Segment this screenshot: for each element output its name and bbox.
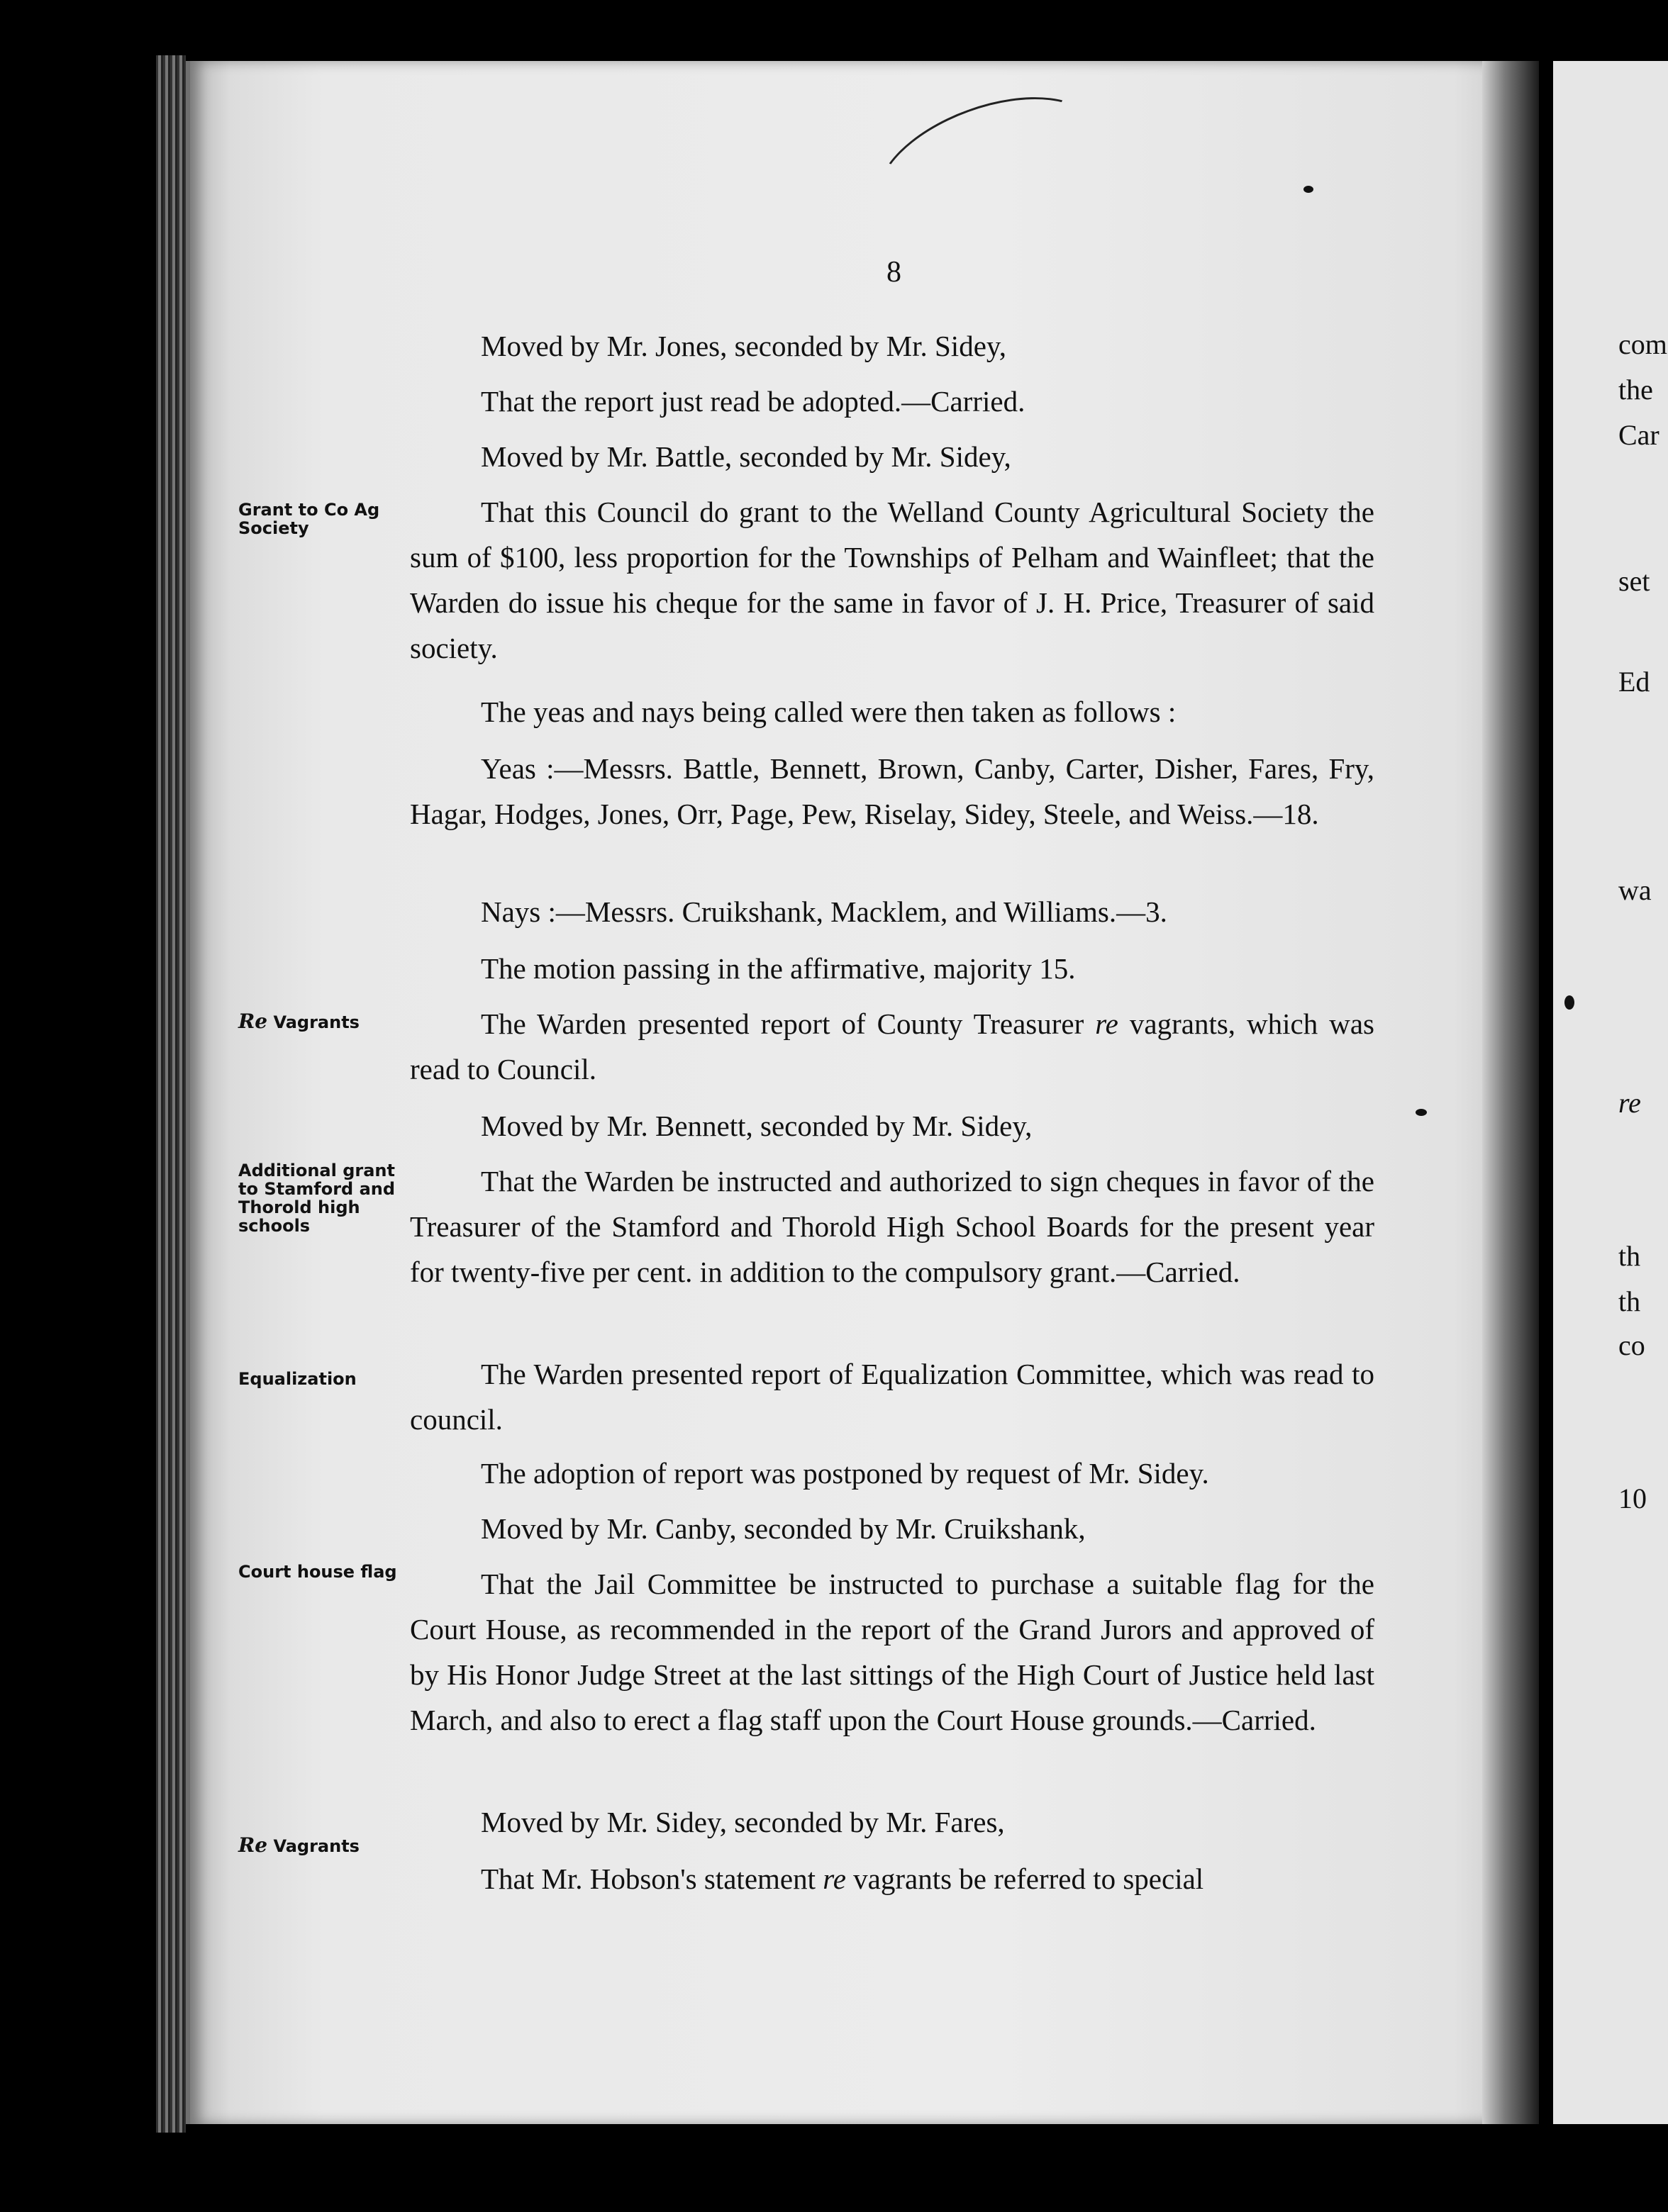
paragraph-vagrants-report: The Warden presented report of County Treasurer re vagrants, which was read to Council. bbox=[410, 1007, 1375, 1085]
text-line: The yeas and nays being called were then taken as follows : bbox=[481, 696, 1177, 728]
right-page-fragment: th bbox=[1618, 1285, 1641, 1317]
right-page-fragment: set bbox=[1618, 565, 1650, 597]
paragraph-flag: That the Jail Committee be instructed to purchase a suitable flag for the Court House, as recommended in the report of the Grand Jurors and approved of by His Honor Judge Street at the last sittings of the High Court of Justice held last March, and also to erect a flag staff upon the Court House grounds.—Carried. bbox=[410, 1568, 1374, 1736]
margin-note: Grant to Co Ag Society bbox=[238, 500, 380, 538]
text-line: Moved by Mr. Battle, seconded by Mr. Sidey, bbox=[481, 440, 1011, 473]
margin-note: Re Vagrants bbox=[238, 1833, 360, 1857]
margin-note: Equalization bbox=[238, 1369, 357, 1389]
margin-note: Additional grant to Stamford and Thorold high schools bbox=[238, 1161, 396, 1236]
text-line: That the report just read be adopted.—Carried. bbox=[481, 385, 1025, 418]
text-line: The motion passing in the affirmative, majority 15. bbox=[481, 952, 1076, 985]
text-line: The adoption of report was postponed by request of Mr. Sidey. bbox=[481, 1457, 1209, 1490]
page-number: 8 bbox=[886, 256, 901, 289]
ink-spot bbox=[1303, 186, 1313, 193]
right-page-fragment: com bbox=[1618, 328, 1667, 360]
paragraph-hobson: That Mr. Hobson's statement re vagrants be referred to special bbox=[481, 1862, 1204, 1895]
paragraph-equalization: The Warden presented report of Equalization Committee, which was read to council. bbox=[410, 1358, 1374, 1436]
book-spine bbox=[156, 55, 186, 2133]
text-line: Moved by Mr. Jones, seconded by Mr. Sidey, bbox=[481, 330, 1006, 362]
right-page-fragment: the bbox=[1618, 374, 1653, 406]
paragraph-high-schools: That the Warden be instructed and authorized to sign cheques in favor of the Treasurer of the Stamford and Thorold High School Boards for the present year for twenty-five per cent. in addition to the compulsory grant.—Carried. bbox=[410, 1165, 1374, 1288]
right-page-fragment: 10 bbox=[1618, 1482, 1647, 1514]
right-page-fragment: Ed bbox=[1618, 666, 1650, 698]
right-page-fragment: Car bbox=[1618, 419, 1659, 451]
text-line: Moved by Mr. Bennett, seconded by Mr. Sidey, bbox=[481, 1110, 1033, 1142]
page-gutter bbox=[1482, 61, 1539, 2124]
paragraph-yeas: Yeas :—Messrs. Battle, Bennett, Brown, Canby, Carter, Disher, Fares, Fry, Hagar, Hodges, Jones, Orr, Page, Pew, Riselay, Sidey, Steele, and Weiss.—18. bbox=[410, 752, 1374, 830]
right-page bbox=[1553, 61, 1668, 2124]
right-page-fragment: wa bbox=[1618, 874, 1652, 906]
ink-spot bbox=[1564, 995, 1574, 1010]
text-line: Nays :—Messrs. Cruikshank, Macklem, and Williams.—3. bbox=[481, 895, 1167, 928]
right-page-fragment: co bbox=[1618, 1329, 1645, 1361]
margin-note: Court house flag bbox=[238, 1562, 397, 1582]
paragraph-grant: That this Council do grant to the Welland County Agricultural Society the sum of $100, less proportion for the Townships of Pelham and Wainfleet; that the Warden do issue his cheque for the same in favor of J. H. Price, Treasurer of said society. bbox=[410, 496, 1374, 664]
margin-note: Re Vagrants bbox=[238, 1010, 360, 1033]
ink-spot bbox=[1416, 1109, 1427, 1116]
right-page-fragment: re bbox=[1618, 1087, 1641, 1119]
text-line: Moved by Mr. Sidey, seconded by Mr. Fares, bbox=[481, 1806, 1005, 1838]
right-page-fragment: th bbox=[1618, 1240, 1641, 1272]
text-line: Moved by Mr. Canby, seconded by Mr. Cruikshank, bbox=[481, 1512, 1086, 1545]
